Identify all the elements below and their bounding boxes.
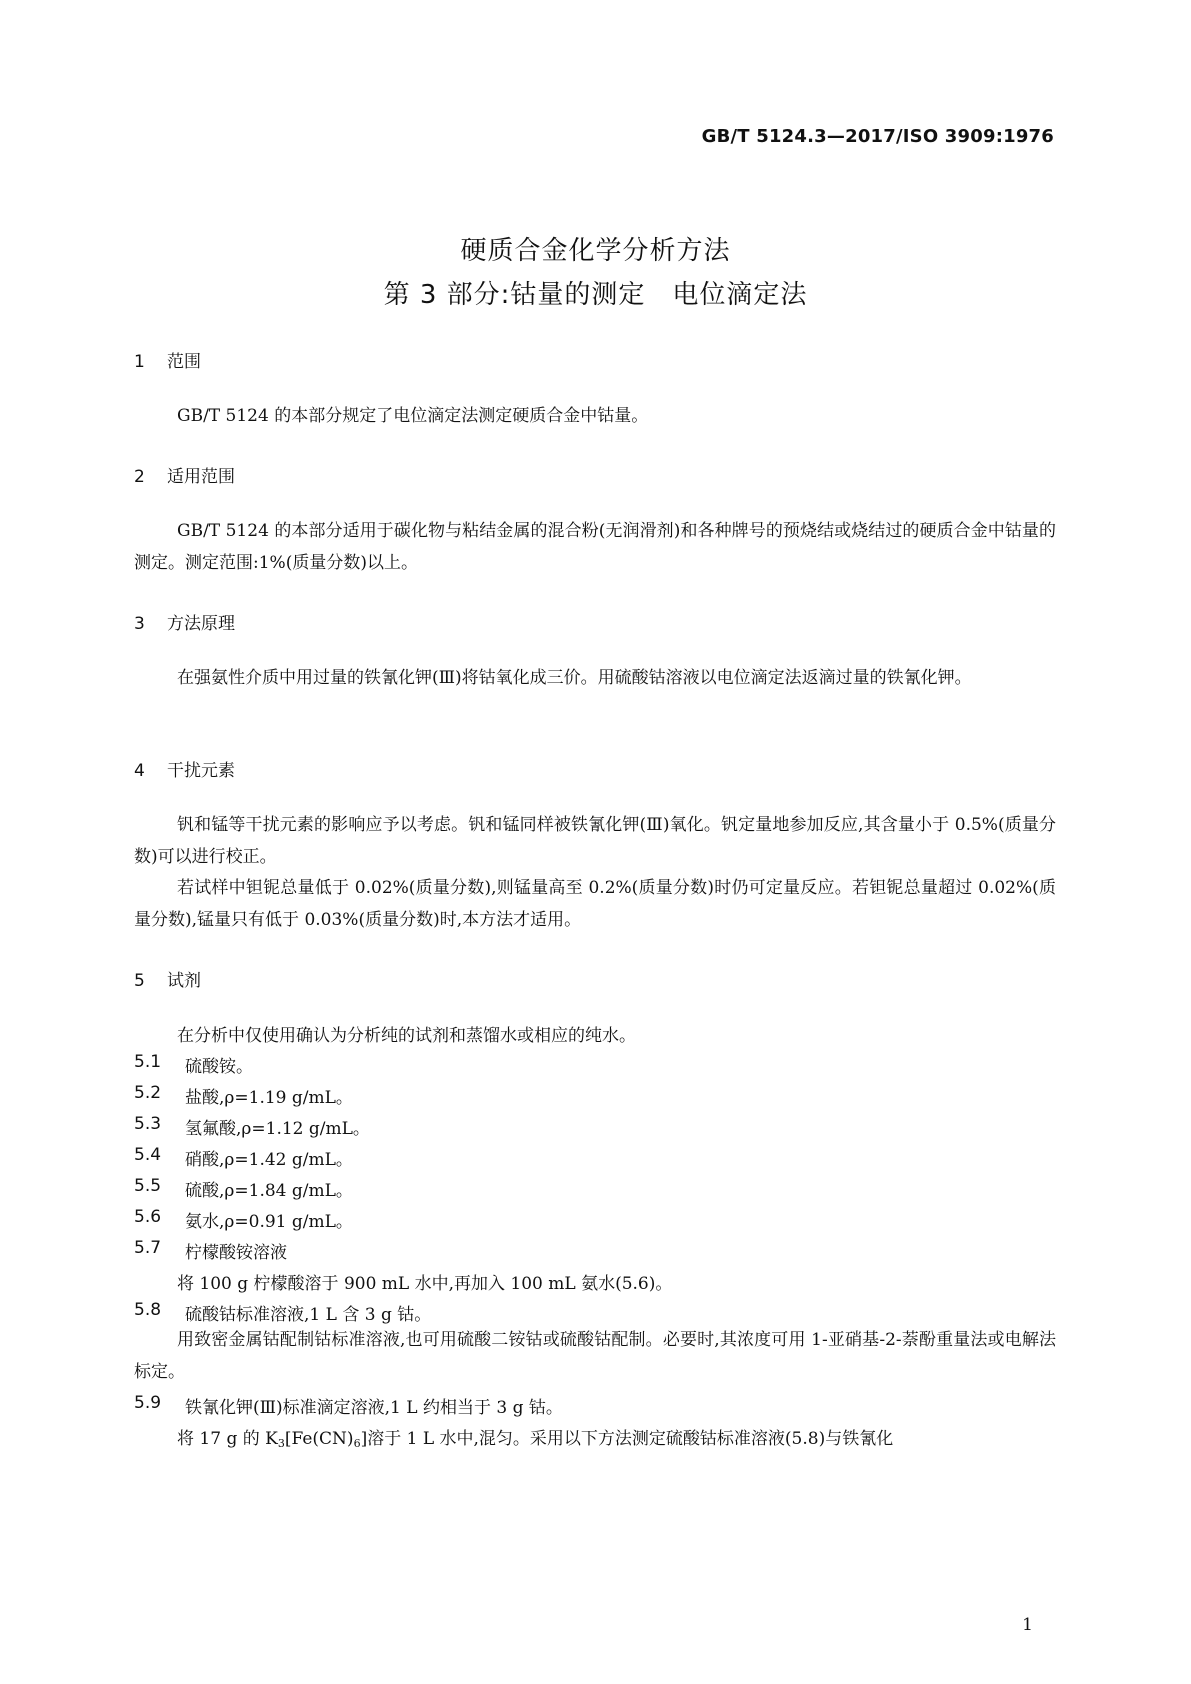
section-number: 2: [134, 467, 145, 487]
standard-number: GB/T 5124.3—2017/ISO 3909:1976: [701, 126, 1054, 147]
item-number: 5.1: [134, 1052, 162, 1072]
subscript: 6: [353, 1437, 361, 1450]
item-number: 5.4: [134, 1145, 162, 1165]
detail-text: ]溶于 1 L 水中,混匀。采用以下方法测定硫酸钴标准溶液(5.8)与铁氰化: [360, 1429, 894, 1449]
item-text: 氢氟酸,ρ=1.12 g/mL。: [185, 1119, 370, 1139]
section-number: 5: [134, 971, 145, 991]
subscript: 3: [277, 1437, 285, 1450]
section-title: 适用范围: [167, 467, 235, 487]
section-title: 范围: [167, 352, 201, 372]
section-number: 1: [134, 352, 145, 372]
item-text: 盐酸,ρ=1.19 g/mL。: [185, 1088, 353, 1108]
section-4-paragraph-2: 若试样中钽铌总量低于 0.02%(质量分数),则锰量高至 0.2%(质量分数)时仍可定量反应。若钽铌总量超过 0.02%(质量分数),锰量只有低于 0.03%(质量分数)时,本方法才适用。: [134, 878, 1056, 930]
section-number: 4: [134, 761, 145, 781]
item-number: 5.7: [134, 1238, 162, 1258]
item-text: 硫酸铵。: [185, 1057, 253, 1077]
item-number: 5.8: [134, 1300, 162, 1320]
page-number: 1: [1022, 1615, 1033, 1635]
item-5-9-detail: [177, 1424, 893, 1449]
section-title: 试剂: [167, 971, 201, 991]
section-number: 3: [134, 614, 145, 634]
section-heading-4: [134, 756, 235, 781]
item-number: 5.2: [134, 1083, 162, 1103]
detail-text: [Fe(CN): [284, 1429, 354, 1449]
item-5-7-detail: 将 100 g 柠檬酸溶于 900 mL 水中,再加入 100 mL 氨水(5.6)。: [177, 1274, 673, 1294]
section-heading-3: [134, 609, 235, 634]
section-title: 干扰元素: [167, 761, 235, 781]
item-number: 5.5: [134, 1176, 162, 1196]
section-heading-1: [134, 347, 201, 372]
detail-text: 将 17 g 的 K: [177, 1429, 278, 1449]
item-text: 硝酸,ρ=1.42 g/mL。: [185, 1150, 353, 1170]
item-number: 5.9: [134, 1393, 162, 1413]
section-2-paragraph: GB/T 5124 的本部分适用于碳化物与粘结金属的混合粉(无润滑剂)和各种牌号的预烧结或烧结过的硬质合金中钴量的测定。测定范围:1%(质量分数)以上。: [134, 521, 1056, 573]
item-number: 5.3: [134, 1114, 162, 1134]
item-text: 硫酸,ρ=1.84 g/mL。: [185, 1181, 353, 1201]
section-heading-2: [134, 462, 235, 487]
section-5-intro: 在分析中仅使用确认为分析纯的试剂和蒸馏水或相应的纯水。: [177, 1026, 636, 1046]
section-3-paragraph: 在强氨性介质中用过量的铁氰化钾(Ⅲ)将钴氧化成三价。用硫酸钴溶液以电位滴定法返滴过量的铁氰化钾。: [177, 668, 972, 688]
item-5-8-detail: 用致密金属钴配制钴标准溶液,也可用硫酸二铵钴或硫酸钴配制。必要时,其浓度可用 1-亚硝基-2-萘酚重量法或电解法标定。: [134, 1330, 1056, 1382]
item-text: 柠檬酸铵溶液: [185, 1243, 287, 1263]
doc-title-line2: 第 3 部分:钴量的测定 电位滴定法: [383, 280, 808, 310]
section-1-paragraph: GB/T 5124 的本部分规定了电位滴定法测定硬质合金中钴量。: [177, 406, 649, 426]
item-number: 5.6: [134, 1207, 162, 1227]
section-title: 方法原理: [167, 614, 235, 634]
item-text: 铁氰化钾(Ⅲ)标准滴定溶液,1 L 约相当于 3 g 钴。: [185, 1398, 563, 1418]
section-heading-5: [134, 966, 201, 991]
item-text: 氨水,ρ=0.91 g/mL。: [185, 1212, 353, 1232]
doc-title-line1: 硬质合金化学分析方法: [460, 236, 731, 266]
item-text: 硫酸钴标准溶液,1 L 含 3 g 钴。: [185, 1305, 432, 1325]
section-4-paragraph-1: 钒和锰等干扰元素的影响应予以考虑。钒和锰同样被铁氰化钾(Ⅲ)氧化。钒定量地参加反应,其含量小于 0.5%(质量分数)可以进行校正。: [134, 815, 1056, 867]
